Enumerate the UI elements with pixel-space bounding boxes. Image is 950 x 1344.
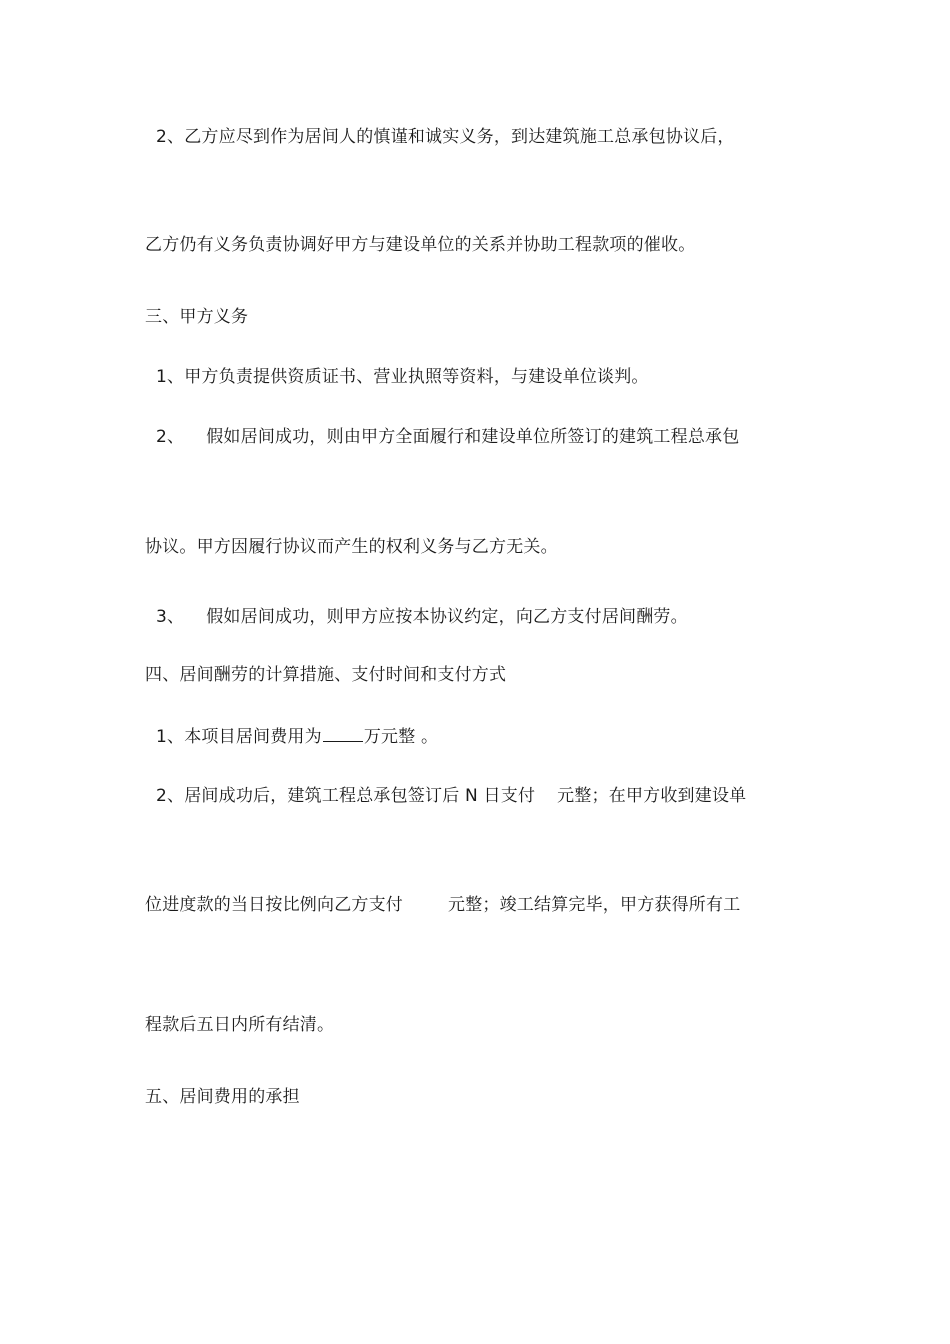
heading-text: 五、居间费用的承担 <box>145 1087 300 1107</box>
clause-number: 2、 <box>156 427 185 447</box>
text: 协议。甲方因履行协议而产生的权利义务与乙方无关。 <box>145 537 558 557</box>
clause-3-2-line-2 <box>145 535 558 559</box>
clause-number: 3、 <box>156 607 185 627</box>
clause-3-1 <box>156 365 649 389</box>
text: 1、本项目居间费用为 <box>156 727 322 747</box>
clause-4-2-line-3 <box>145 1013 334 1037</box>
clause-3-2-line-1 <box>156 425 739 449</box>
clause-2-2-line-2 <box>145 233 695 257</box>
text: 乙方仍有义务负责协调好甲方与建设单位的关系并协助工程款项的催收。 <box>145 235 696 255</box>
fill-in-blank <box>323 723 363 742</box>
clause-4-2-line-2 <box>145 893 740 917</box>
heading-text: 三、甲方义务 <box>145 307 249 327</box>
text: 元整；竣工结算完毕，甲方获得所有工 <box>448 895 741 915</box>
heading-text: 四、居间酬劳的计算措施、支付时间和支付方式 <box>145 665 507 685</box>
text: 2、乙方应尽到作为居间人的慎谨和诚实义务，到达建筑施工总承包协议后， <box>156 127 735 147</box>
clause-2-2-line-1 <box>156 125 735 149</box>
text: 2、居间成功后，建筑工程总承包签订后 N 日支付 <box>156 786 536 806</box>
section-3-heading <box>145 305 248 329</box>
text: 假如居间成功，则甲方应按本协议约定，向乙方支付居间酬劳。 <box>206 607 688 627</box>
text: 万元整 。 <box>363 727 439 747</box>
text: 元整；在甲方收到建设单 <box>557 786 747 806</box>
clause-4-2-line-1 <box>156 784 746 808</box>
text: 假如居间成功，则由甲方全面履行和建设单位所签订的建筑工程总承包 <box>206 427 740 447</box>
clause-4-1 <box>156 723 438 749</box>
text: 1、甲方负责提供资质证书、营业执照等资料，与建设单位谈判。 <box>156 367 649 387</box>
section-4-heading <box>145 663 506 687</box>
clause-3-3 <box>156 605 688 629</box>
text: 程款后五日内所有结清。 <box>145 1015 335 1035</box>
text: 位进度款的当日按比例向乙方支付 <box>145 895 403 915</box>
section-5-heading <box>145 1085 300 1109</box>
